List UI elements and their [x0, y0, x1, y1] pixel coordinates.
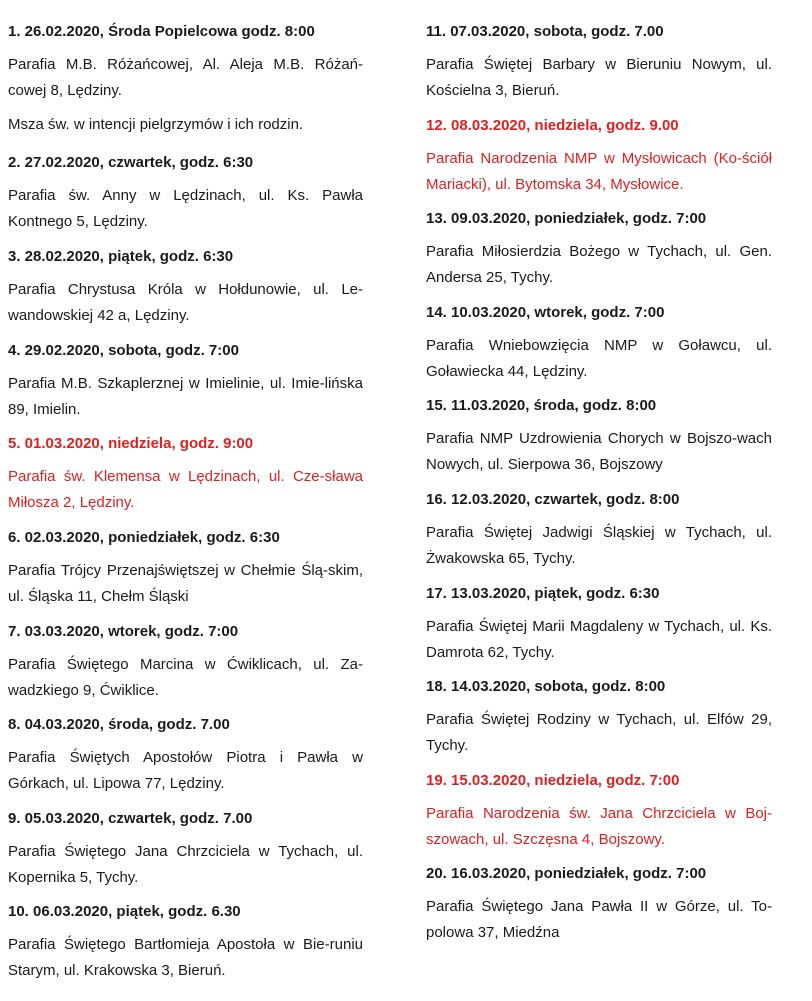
entry-heading: 11. 07.03.2020, sobota, godz. 7.00: [426, 23, 664, 40]
entry-description: Parafia Wniebowzięcia NMP w Goławcu, ul. Goławiecka 44, Lędziny.: [426, 337, 772, 380]
entry-heading: 4. 29.02.2020, sobota, godz. 7:00: [8, 342, 239, 359]
schedule-entry-5: [8, 434, 363, 516]
entry-heading: 12. 08.03.2020, niedziela, godz. 9.00: [426, 117, 679, 134]
schedule-entry-17: [426, 584, 772, 666]
schedule-entry-11: [426, 22, 772, 104]
entry-description: Parafia Świętej Marii Magdaleny w Tychach, ul. Ks. Damrota 62, Tychy.: [426, 618, 772, 661]
entry-description: Parafia Trójcy Przenajświętszej w Chełmie Ślą-skim, ul. Śląska 11, Chełm Śląski: [8, 562, 363, 605]
entry-heading: 2. 27.02.2020, czwartek, godz. 6:30: [8, 154, 254, 171]
entry-heading: 14. 10.03.2020, wtorek, godz. 7:00: [426, 304, 665, 321]
schedule-entry-14: [426, 303, 772, 385]
entry-heading: 7. 03.03.2020, wtorek, godz. 7:00: [8, 623, 239, 640]
schedule-entry-9: [8, 809, 363, 891]
entry-description: Parafia Miłosierdzia Bożego w Tychach, ul. Gen. Andersa 25, Tychy.: [426, 243, 772, 286]
entry-description: Parafia Świętej Rodziny w Tychach, ul. Elfów 29, Tychy.: [426, 711, 772, 754]
entry-heading: 17. 13.03.2020, piątek, godz. 6:30: [426, 585, 660, 602]
entry-description: Parafia Narodzenia św. Jana Chrzciciela w Boj-szowach, ul. Szczęsna 4, Bojszowy.: [426, 805, 772, 848]
entry-description: Parafia św. Anny w Lędzinach, ul. Ks. Pawła Kontnego 5, Lędziny.: [8, 187, 363, 230]
schedule-entry-12: [426, 116, 772, 198]
entry-description: Parafia Świętego Jana Chrzciciela w Tychach, ul. Kopernika 5, Tychy.: [8, 843, 363, 886]
entry-description: Parafia Świętych Apostołów Piotra i Pawła w Górkach, ul. Lipowa 77, Lędziny.: [8, 749, 363, 792]
entry-heading: 9. 05.03.2020, czwartek, godz. 7.00: [8, 810, 253, 827]
entry-heading: 8. 04.03.2020, środa, godz. 7.00: [8, 716, 230, 733]
schedule-entry-18: [426, 677, 772, 759]
entry-heading: 15. 11.03.2020, środa, godz. 8:00: [426, 397, 657, 414]
schedule-entry-10: [8, 902, 363, 984]
entry-heading: 16. 12.03.2020, czwartek, godz. 8:00: [426, 491, 680, 508]
entry-heading: 10. 06.03.2020, piątek, godz. 6.30: [8, 903, 241, 920]
schedule-entry-2: [8, 153, 363, 235]
entry-heading: 5. 01.03.2020, niedziela, godz. 9:00: [8, 435, 254, 452]
entry-description: Parafia NMP Uzdrowienia Chorych w Bojszo-wach Nowych, ul. Sierpowa 36, Bojszowy: [426, 430, 772, 473]
entry-heading: 20. 16.03.2020, poniedziałek, godz. 7:00: [426, 865, 707, 882]
entry-heading: 19. 15.03.2020, niedziela, godz. 7:00: [426, 772, 680, 789]
schedule-entry-13: [426, 209, 772, 291]
entry-description: Parafia Świętej Barbary w Bieruniu Nowym, ul. Kościelna 3, Bieruń.: [426, 56, 772, 99]
schedule-entry-7: [8, 622, 363, 704]
entry-description: Parafia Chrystusa Króla w Hołdunowie, ul. Le-wandowskiej 42 a, Lędziny.: [8, 281, 363, 324]
schedule-entry-15: [426, 396, 772, 478]
entry-description: Parafia Świętego Marcina w Ćwiklicach, ul. Za-wadzkiego 9, Ćwiklice.: [8, 656, 363, 699]
entry-description: Parafia św. Klemensa w Lędzinach, ul. Cze-sława Miłosza 2, Lędziny.: [8, 468, 363, 511]
entry-description: Parafia Świętego Bartłomieja Apostoła w Bie-runiu Starym, ul. Krakowska 3, Bieruń.: [8, 936, 363, 979]
entry-note: Msza św. w intencji pielgrzymów i ich rodzin.: [8, 116, 304, 133]
schedule-entry-20: [426, 864, 772, 946]
schedule-entry-3: [8, 247, 363, 329]
entry-heading: 1. 26.02.2020, Środa Popielcowa godz. 8:00: [8, 23, 315, 40]
entry-description: Parafia M.B. Szkaplerznej w Imielinie, ul. Imie-lińska 89, Imielin.: [8, 375, 363, 418]
entry-description: Parafia Świętego Jana Pawła II w Górze, ul. To-polowa 37, Miedźna: [426, 898, 772, 941]
schedule-entry-6: [8, 528, 363, 610]
entry-heading: 18. 14.03.2020, sobota, godz. 8:00: [426, 678, 666, 695]
schedule-entry-4: [8, 341, 363, 423]
entry-heading: 13. 09.03.2020, poniedziałek, godz. 7:00: [426, 210, 707, 227]
schedule-entry-8: [8, 715, 363, 797]
schedule-entry-19: [426, 771, 772, 853]
entry-heading: 3. 28.02.2020, piątek, godz. 6:30: [8, 248, 234, 265]
entry-heading: 6. 02.03.2020, poniedziałek, godz. 6:30: [8, 529, 280, 546]
entry-description: Parafia Świętej Jadwigi Śląskiej w Tychach, ul. Żwakowska 65, Tychy.: [426, 524, 772, 567]
entry-description: Parafia M.B. Różańcowej, Al. Aleja M.B. Różań-cowej 8, Lędziny.: [8, 56, 363, 99]
schedule-entry-1: [8, 22, 363, 138]
entry-description: Parafia Narodzenia NMP w Mysłowicach (Ko-ściół Mariacki), ul. Bytomska 34, Mysłowice.: [426, 150, 772, 193]
schedule-entry-16: [426, 490, 772, 572]
